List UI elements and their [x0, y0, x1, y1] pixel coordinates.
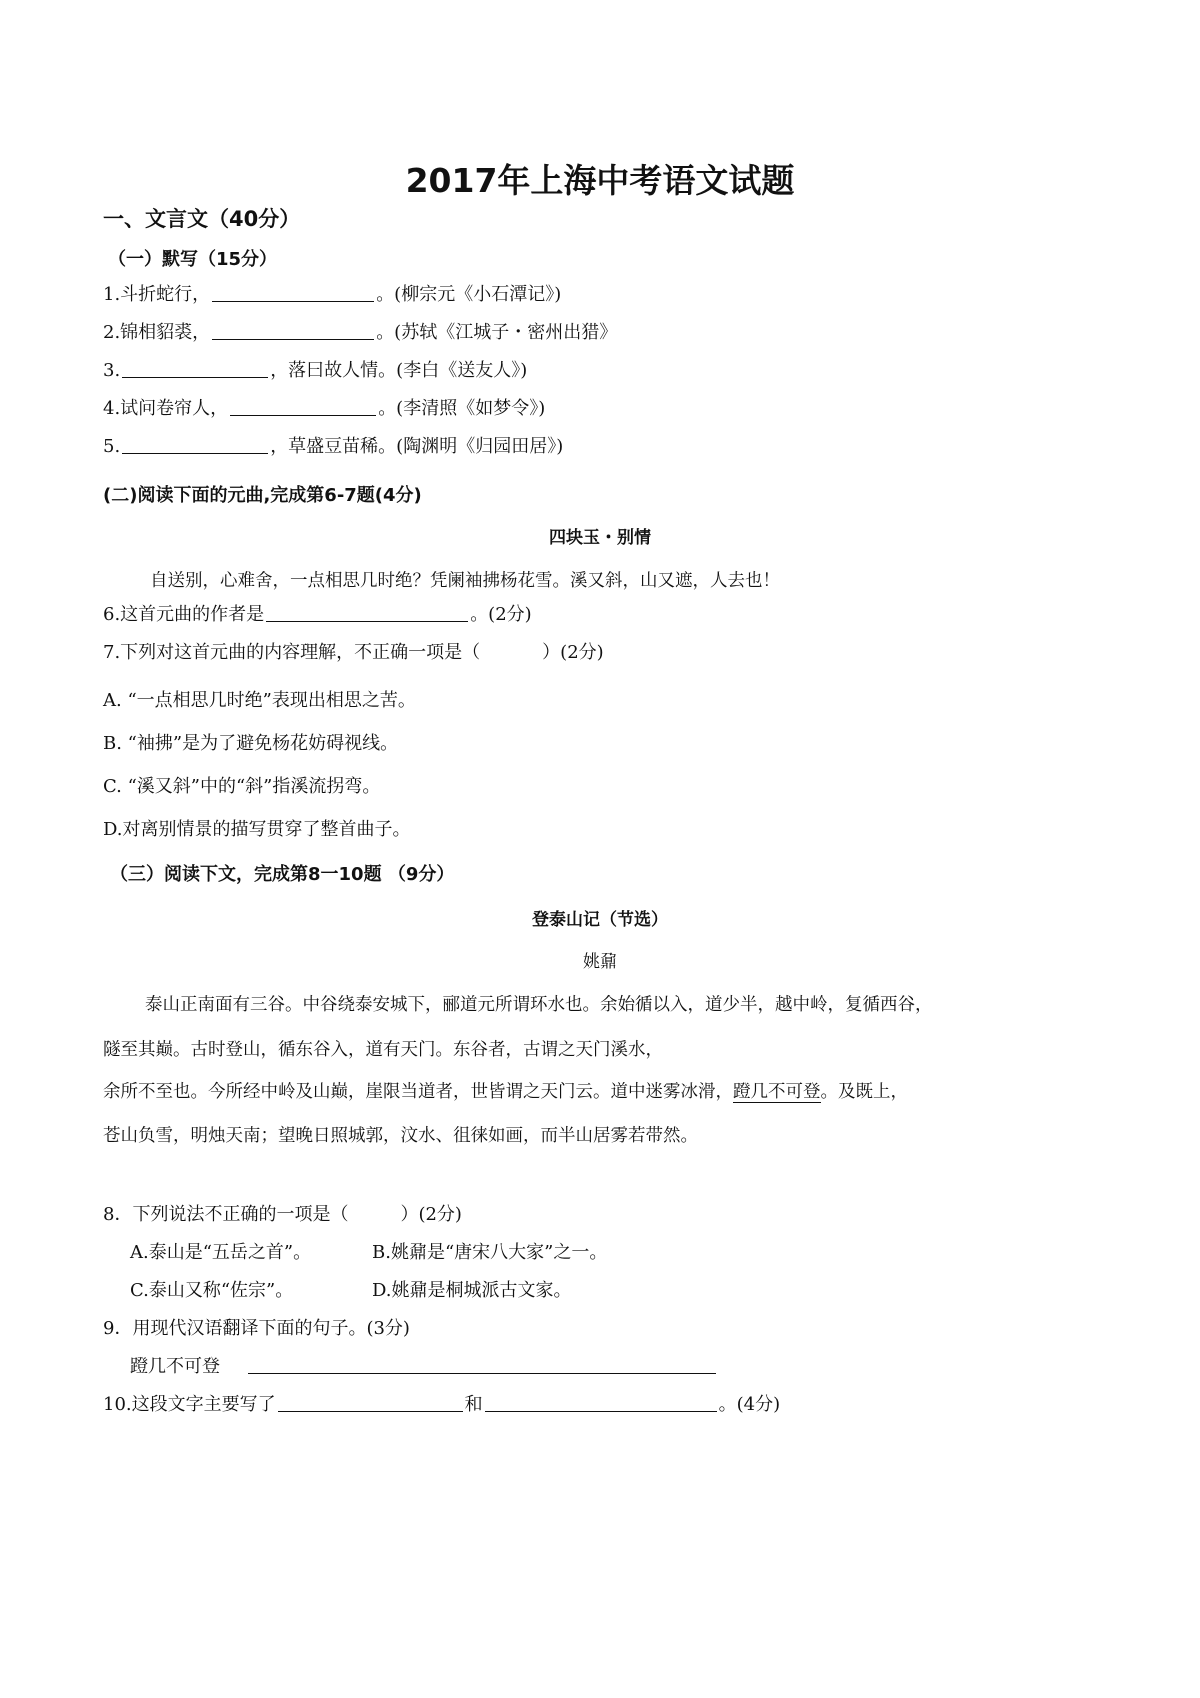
- question-source: ，草盛豆苗稀。(陶渊明《归园田居》): [270, 436, 564, 457]
- poem-text: 自送别，心难舍，一点相思几时绝？凭阑袖拂杨花雪。溪又斜，山又遮，人去也！: [150, 571, 780, 591]
- question-text: 7.下列对这首元曲的内容理解，不正确一项是（: [103, 642, 481, 663]
- question-text: 5.: [103, 436, 121, 457]
- passage-line-2: 隧至其巅。古时登山，循东谷入，道有天门。东谷者，古谓之天门溪水，: [103, 1040, 663, 1060]
- question-9: 9．用现代汉语翻译下面的句子。(3分): [103, 1318, 410, 1339]
- question-text: 2.锦相貂裘，: [103, 322, 211, 343]
- answer-blank[interactable]: [122, 435, 268, 454]
- fill-question-2: [103, 318, 617, 344]
- option-a: A. “一点相思几时绝”表现出相思之苦。: [103, 690, 416, 711]
- question-text: 6.这首元曲的作者是: [103, 604, 265, 625]
- answer-blank-2[interactable]: [485, 1393, 717, 1412]
- passage-line-1: 泰山正南面有三谷。中谷绕泰安城下，郦道元所谓环水也。余始循以入，道少半，越中岭，复循西谷，: [145, 995, 933, 1015]
- answer-blank[interactable]: [266, 603, 468, 622]
- question-7: [103, 638, 604, 664]
- answer-blank[interactable]: [212, 321, 374, 340]
- option-d: D.对离别情景的描写贯穿了整首曲子。: [103, 819, 411, 840]
- answer-blank-1[interactable]: [278, 1393, 463, 1412]
- fill-question-5: [103, 432, 563, 458]
- q8-option-d: D.姚鼐是桐城派古文家。: [372, 1280, 572, 1301]
- part2-heading: (二)阅读下面的元曲,完成第6-7题(4分): [103, 485, 422, 506]
- passage-line-3: [103, 1078, 908, 1103]
- question-text: 10.这段文字主要写了: [103, 1394, 276, 1415]
- question-8: [103, 1200, 462, 1226]
- q8-option-b: B.姚鼐是“唐宋八大家”之一。: [372, 1242, 608, 1263]
- passage-line-4: 苍山负雪，明烛天南；望晚日照城郭，汶水、徂徕如画，而半山居雾若带然。: [103, 1126, 698, 1146]
- passage-text: 余所不至也。今所经中岭及山巅，崖限当道者，世皆谓之天门云。道中迷雾冰滑，: [103, 1082, 733, 1102]
- page-title: 2017年上海中考语文试题: [405, 161, 795, 200]
- passage-author: 姚鼐: [583, 952, 617, 972]
- question-6: [103, 600, 532, 626]
- answer-blank[interactable]: [212, 283, 374, 302]
- answer-blank[interactable]: [230, 397, 376, 416]
- answer-blank[interactable]: [122, 359, 268, 378]
- section1-heading: 一、文言文（40分）: [103, 207, 301, 231]
- question-score: 。(4分): [718, 1394, 781, 1415]
- question-source: 。(柳宗元《小石潭记》): [376, 284, 562, 305]
- option-c: C. “溪又斜”中的“斜”指溪流拐弯。: [103, 776, 381, 797]
- question-text: 4.试问卷帘人，: [103, 398, 229, 419]
- question-text: 3.: [103, 360, 121, 381]
- q8-option-c: C.泰山又称“佐宗”。: [130, 1280, 294, 1301]
- sentence-text: 蹬几不可登: [130, 1356, 220, 1377]
- part1-heading: （一）默写（15分）: [108, 249, 278, 270]
- poem-title: 四块玉・别情: [549, 528, 651, 548]
- question-source: ，落曰故人情。(李白《送友人》): [270, 360, 528, 381]
- fill-question-4: [103, 394, 545, 420]
- option-b: B. “袖拂”是为了避免杨花妨碍视线。: [103, 733, 399, 754]
- question-text: 8．下列说法不正确的一项是（: [103, 1204, 349, 1225]
- question-source: 。(苏轼《江城子・密州出猎》: [376, 322, 618, 343]
- question-score: ）(2分): [400, 1204, 462, 1225]
- question-score: ）(2分): [542, 642, 604, 663]
- question-score: 。(2分): [470, 604, 532, 625]
- underlined-phrase: 蹬几不可登: [733, 1082, 821, 1102]
- part3-heading: （三）阅读下文，完成第8一10题 （9分）: [110, 864, 455, 885]
- q8-option-a: A.泰山是“五岳之首”。: [130, 1242, 312, 1263]
- question-text: 和: [464, 1394, 483, 1415]
- fill-question-3: [103, 356, 527, 382]
- question-10: [103, 1390, 780, 1416]
- question-text: 1.斗折蛇行，: [103, 284, 211, 305]
- passage-title: 登泰山记（节选）: [532, 910, 668, 930]
- passage-text: 。及既上，: [820, 1082, 908, 1102]
- answer-blank[interactable]: [248, 1355, 716, 1374]
- fill-question-1: [103, 280, 561, 306]
- question-9-sentence: [130, 1352, 718, 1378]
- question-source: 。(李清照《如梦令》): [378, 398, 546, 419]
